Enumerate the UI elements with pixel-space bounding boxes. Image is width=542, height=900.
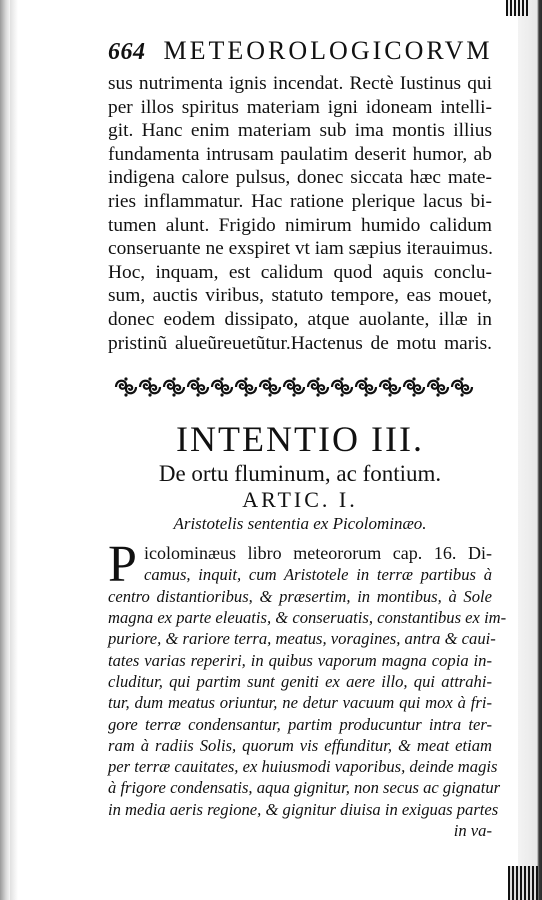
passage-line: magna ex parte eleuatis, & conseruatis, constantibus ex im- <box>108 608 507 628</box>
book-page <box>108 36 507 841</box>
body-line: indigena calore pulsus, donec siccata hæc mate- <box>108 167 492 189</box>
running-title: METEOROLOGICORVM <box>163 36 493 65</box>
page-number: 664 <box>108 39 146 65</box>
drop-cap-initial: P <box>108 536 137 594</box>
body-line: pristinũ alueũreuetũtur.Hactenus de motu maris. <box>108 332 492 354</box>
passage-line: camus, inquit, cum Aristotele in terræ partibus à <box>144 565 492 585</box>
passage-line: per terræ cauitates, ex huiusmodi vaporibus, deinde magis <box>108 757 498 777</box>
body-text <box>108 72 492 355</box>
scan-clip-top <box>506 0 528 16</box>
section-title: INTENTIO III. <box>176 419 424 460</box>
body-line: Hoc, inquam, est calidum quod aquis conclu- <box>108 261 492 283</box>
passage-line: ram à radiis Solis, quorum vis effunditur, & meat etiam <box>108 735 492 755</box>
passage-line: gore terræ condensantur, partim producuntur intra ter- <box>108 714 492 734</box>
body-line: donec eodem dissipato, atque auolante, illæ in <box>108 308 492 330</box>
passage-line: in media aeris regione, & gignitur diuisa in exiguas partes <box>108 799 499 819</box>
passage-line: à frigore condensatis, aqua gignitur, non secus ac gignatur <box>108 778 501 798</box>
article-source: Aristotelis sententia ex Picolominæo. <box>173 514 427 534</box>
passage-line: cluditur, qui partim sunt geniti ex aere illo, qui attrahi- <box>108 671 492 691</box>
scan-right-edge <box>518 0 542 900</box>
body-line: fundamenta intrusam paulatim deserit humor, ab <box>108 143 492 165</box>
article-heading: ARTIC. I. <box>242 487 358 513</box>
gutter-shadow <box>10 0 18 900</box>
ornament-band-icon <box>114 375 486 399</box>
passage-line <box>108 543 492 564</box>
printer-ornament <box>108 375 492 401</box>
scan-left-edge <box>0 0 10 900</box>
body-line: sus nutrimenta ignis incendat. Rectè Iustinus qui <box>108 73 492 94</box>
passage-line: centro distantioribus, & præsertim, in montibus, à Sole <box>108 586 492 606</box>
body-line: sum, auctis viribus, statuto tempore, eas mouet, <box>108 285 492 307</box>
body-line: conseruante ne exspiret vt iam sæpius iterauimus. <box>108 238 494 260</box>
passage-line: tates varias reperiri, in quibus vaporum magna copia in- <box>108 650 492 670</box>
body-line: per illos spiritus materiam igni idoneam intelli- <box>108 96 492 118</box>
passage-line: tur, dum meatus oriuntur, ne detur vacuum qui mox à fri- <box>108 693 492 713</box>
page-header <box>108 36 492 72</box>
passage-first-line: icolominæus libro meteororum cap. 16. Di- <box>144 543 492 564</box>
body-line: tumen alunt. Frigido nimirum humido calidum <box>108 214 492 236</box>
passage <box>108 536 507 841</box>
passage-line: puriore, & rariore terra, meatus, voragines, antra & caui- <box>108 629 496 649</box>
scan-clip-bottom <box>508 866 538 900</box>
section-subtitle: De ortu fluminum, ac fontium. <box>158 461 442 487</box>
catchword: in va- <box>453 820 492 840</box>
body-line: git. Hanc enim materiam sub ima montis illius <box>108 120 492 142</box>
body-line: ries inflammatur. Hac ratione plerique lacus bi- <box>108 190 492 212</box>
